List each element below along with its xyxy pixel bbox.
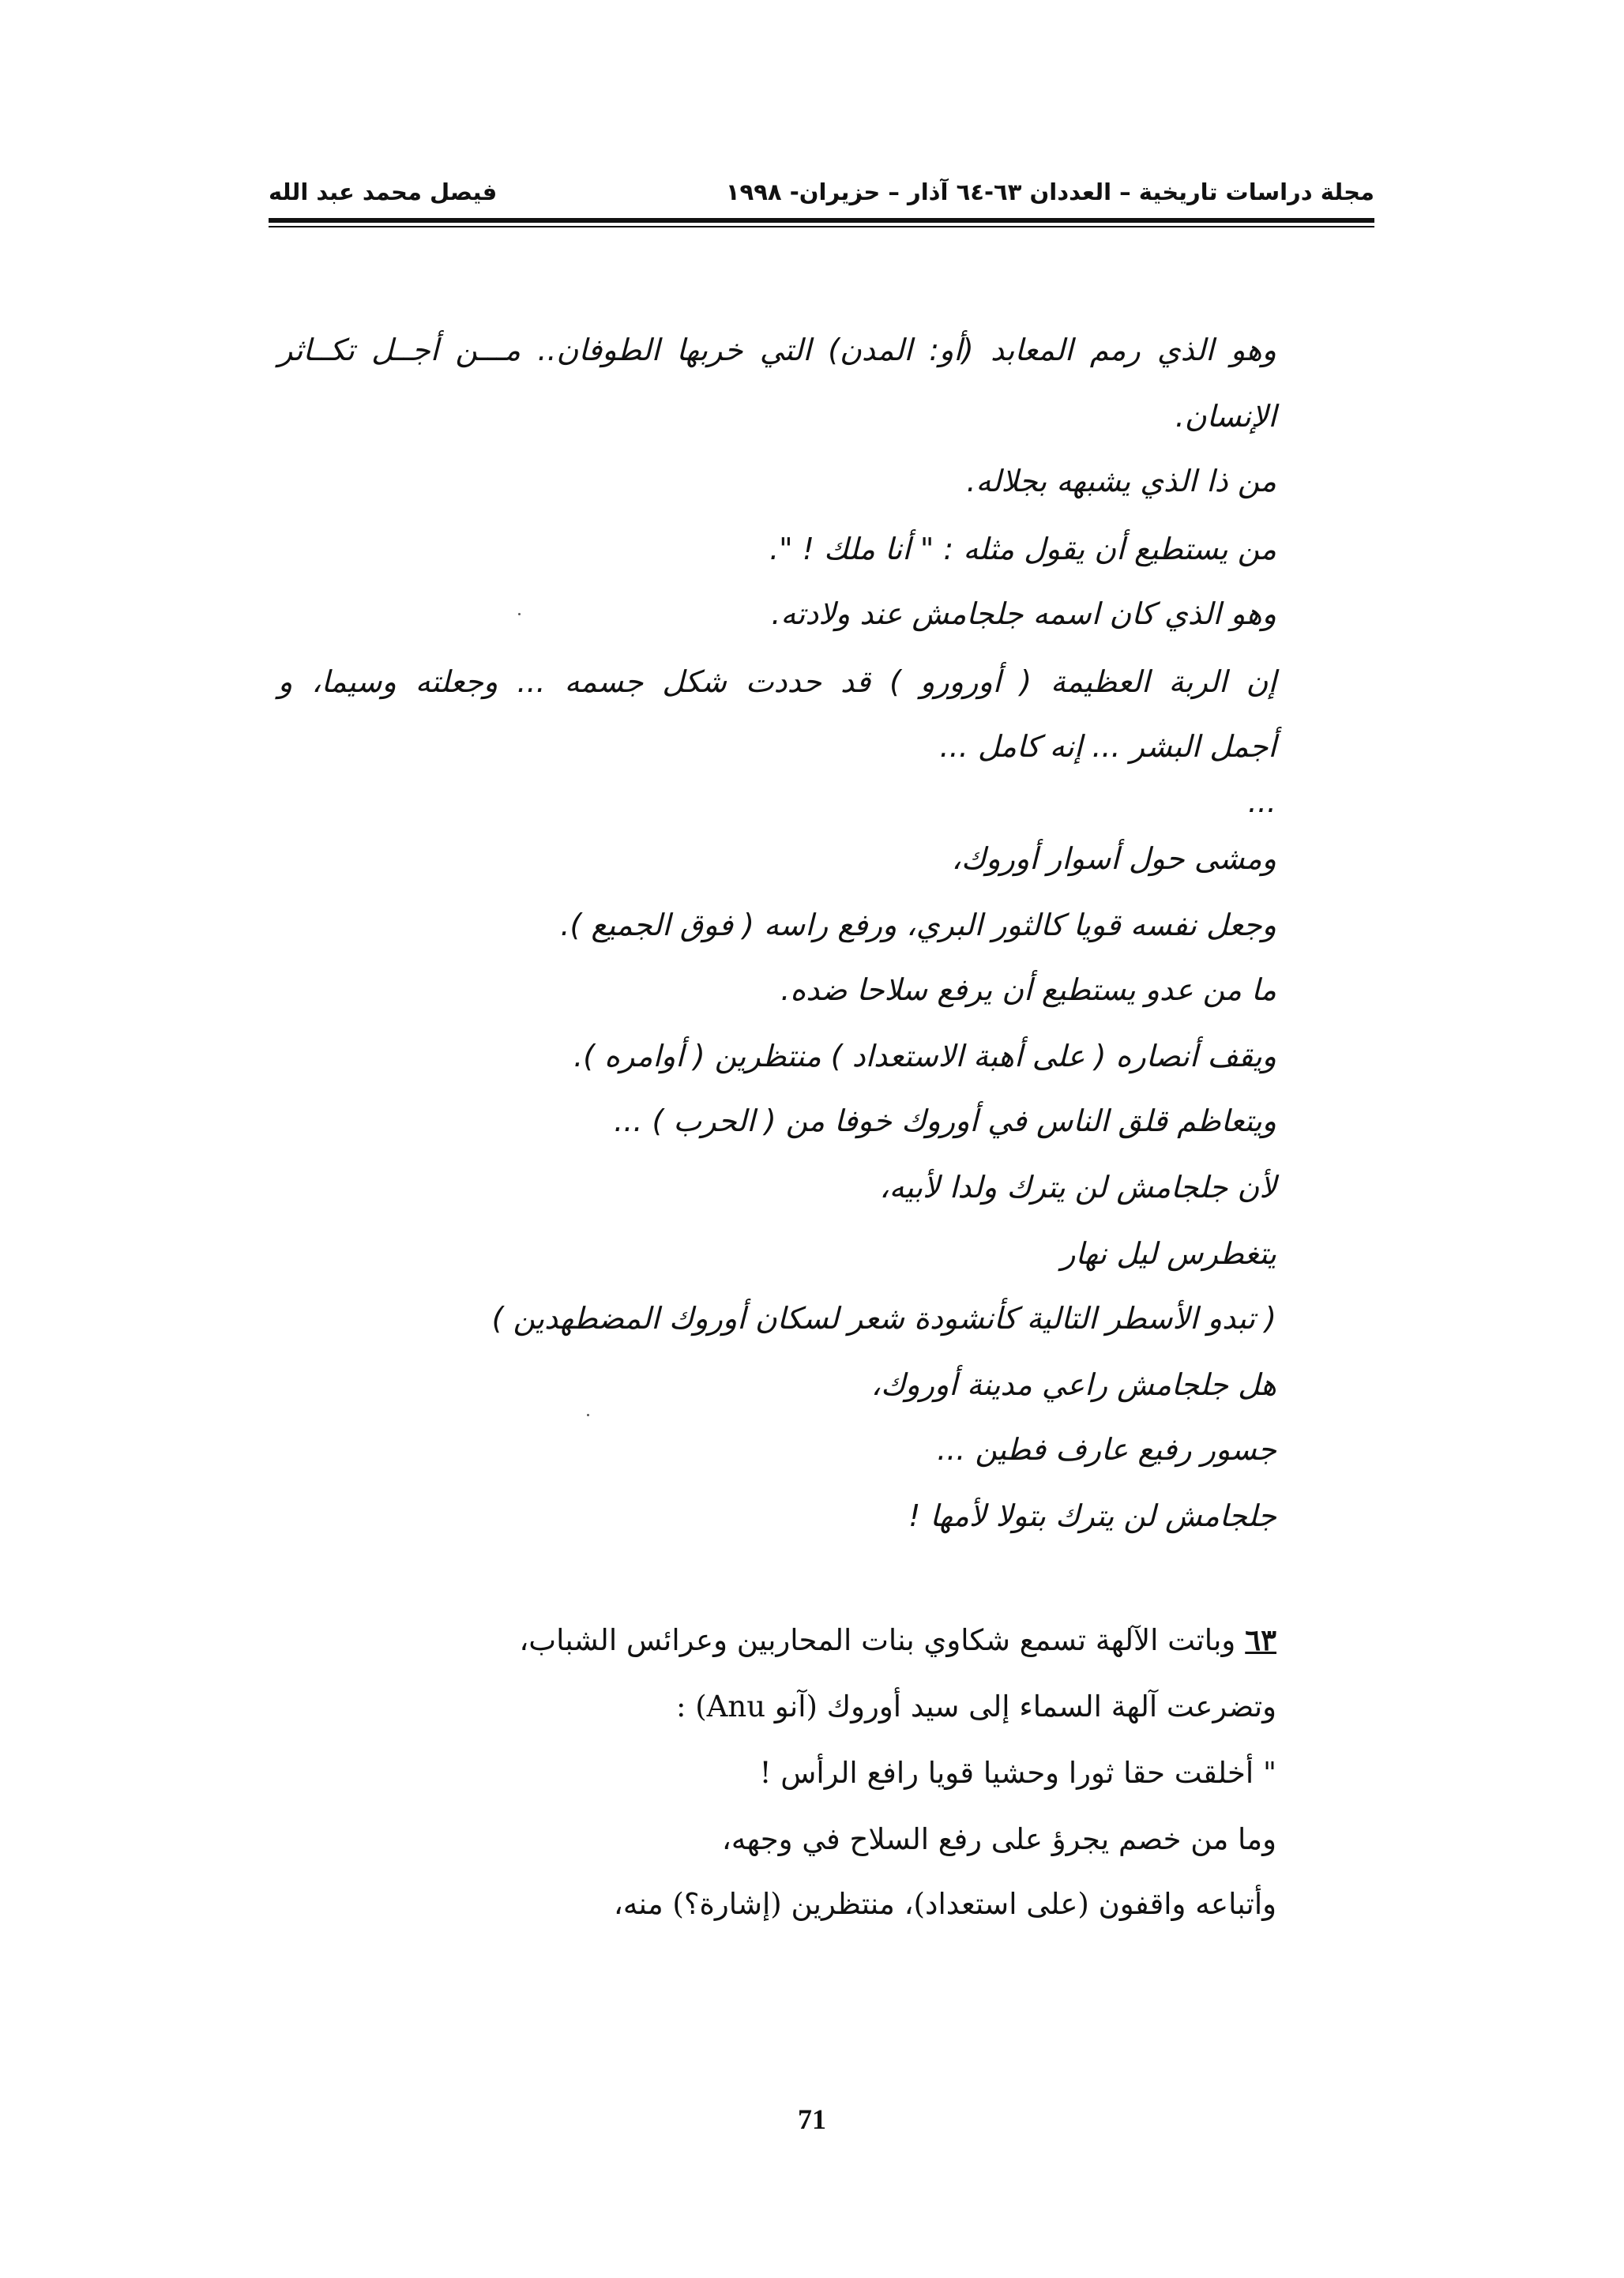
prose-line-text: وباتت الآلهة تسمع شكاوي بنات المحاربين وعرائس الشباب، [519, 1623, 1236, 1657]
poem-line: الإنسان. [1175, 399, 1276, 434]
poem-line: جلجامش لن يترك بتولا لأمها ! [908, 1498, 1276, 1533]
poem-line: ما من عدو يستطيع أن يرفع سلاحا ضده. [780, 972, 1276, 1007]
header-author-name: فيصل محمد عبد الله [269, 179, 498, 205]
poem-line: وهو الذي رمم المعابد (أو: المدن) التي خربها الطوفان.. مـــن أجــل تكــاثر [278, 333, 1276, 367]
header-rule-thin [269, 226, 1374, 227]
poem-line: ... [1247, 784, 1276, 819]
poem-line: جسور رفيع عارف فطين ... [937, 1432, 1276, 1467]
header-journal-title: مجلة دراسات تاريخية – العددان ٦٣-٦٤ آذار – حزيران- ١٩٩٨ [725, 179, 1374, 205]
poem-line: وجعل نفسه قويا كالثور البري، ورفع راسه ( فوق الجميع ). [560, 908, 1276, 942]
scan-speck [518, 613, 521, 615]
prose-line: وتضرعت آلهة السماء إلى سيد أوروك (آنو Anu) : [675, 1690, 1276, 1724]
prose-line: وأتباعه واقفون (على استعداد)، منتظرين (إشارة؟) منه، [613, 1887, 1276, 1921]
poem-line: من يستطيع أن يقول مثله : " أنا ملك ! ". [769, 532, 1276, 566]
verse-number: ٦٣ [1245, 1622, 1276, 1657]
page-number: 71 [798, 2103, 826, 2135]
prose-line [519, 1622, 1276, 1657]
header-rule [269, 218, 1374, 223]
poem-line: ويقف أنصاره ( على أهبة الاستعداد ) منتظرين ( أوامره ). [573, 1039, 1276, 1073]
poem-line: ومشى حول أسوار أوروك، [951, 841, 1276, 876]
poem-line: إن الربة العظيمة ( أورورو ) قد حددت شكل جسمه ... وجعلته وسيما، و [278, 664, 1276, 699]
prose-line: وما من خصم يجرؤ على رفع السلاح في وجهه، [721, 1822, 1276, 1856]
running-header [269, 179, 1374, 213]
poem-line: وهو الذي كان اسمه جلجامش عند ولادته. [771, 596, 1276, 631]
poem-line: هل جلجامش راعي مدينة أوروك، [870, 1367, 1276, 1402]
poem-line: يتغطرس ليل نهار [1061, 1236, 1276, 1271]
poem-line: من ذا الذي يشبهه بجلاله. [966, 464, 1276, 498]
poem-line: أجمل البشر ... إنه كامل ... [939, 729, 1276, 764]
prose-line: " أخلقت حقا ثورا وحشيا قويا رافع الرأس ! [759, 1756, 1276, 1790]
poem-line: ويتعاظم قلق الناس في أوروك خوفا من ( الحرب ) ... [614, 1103, 1276, 1138]
poem-line: ( تبدو الأسطر التالية كأنشودة شعر لسكان أوروك المضطهدين ) [491, 1301, 1276, 1336]
poem-line: لأن جلجامش لن يترك ولدا لأبيه، [879, 1170, 1276, 1205]
scan-speck [587, 1414, 589, 1416]
